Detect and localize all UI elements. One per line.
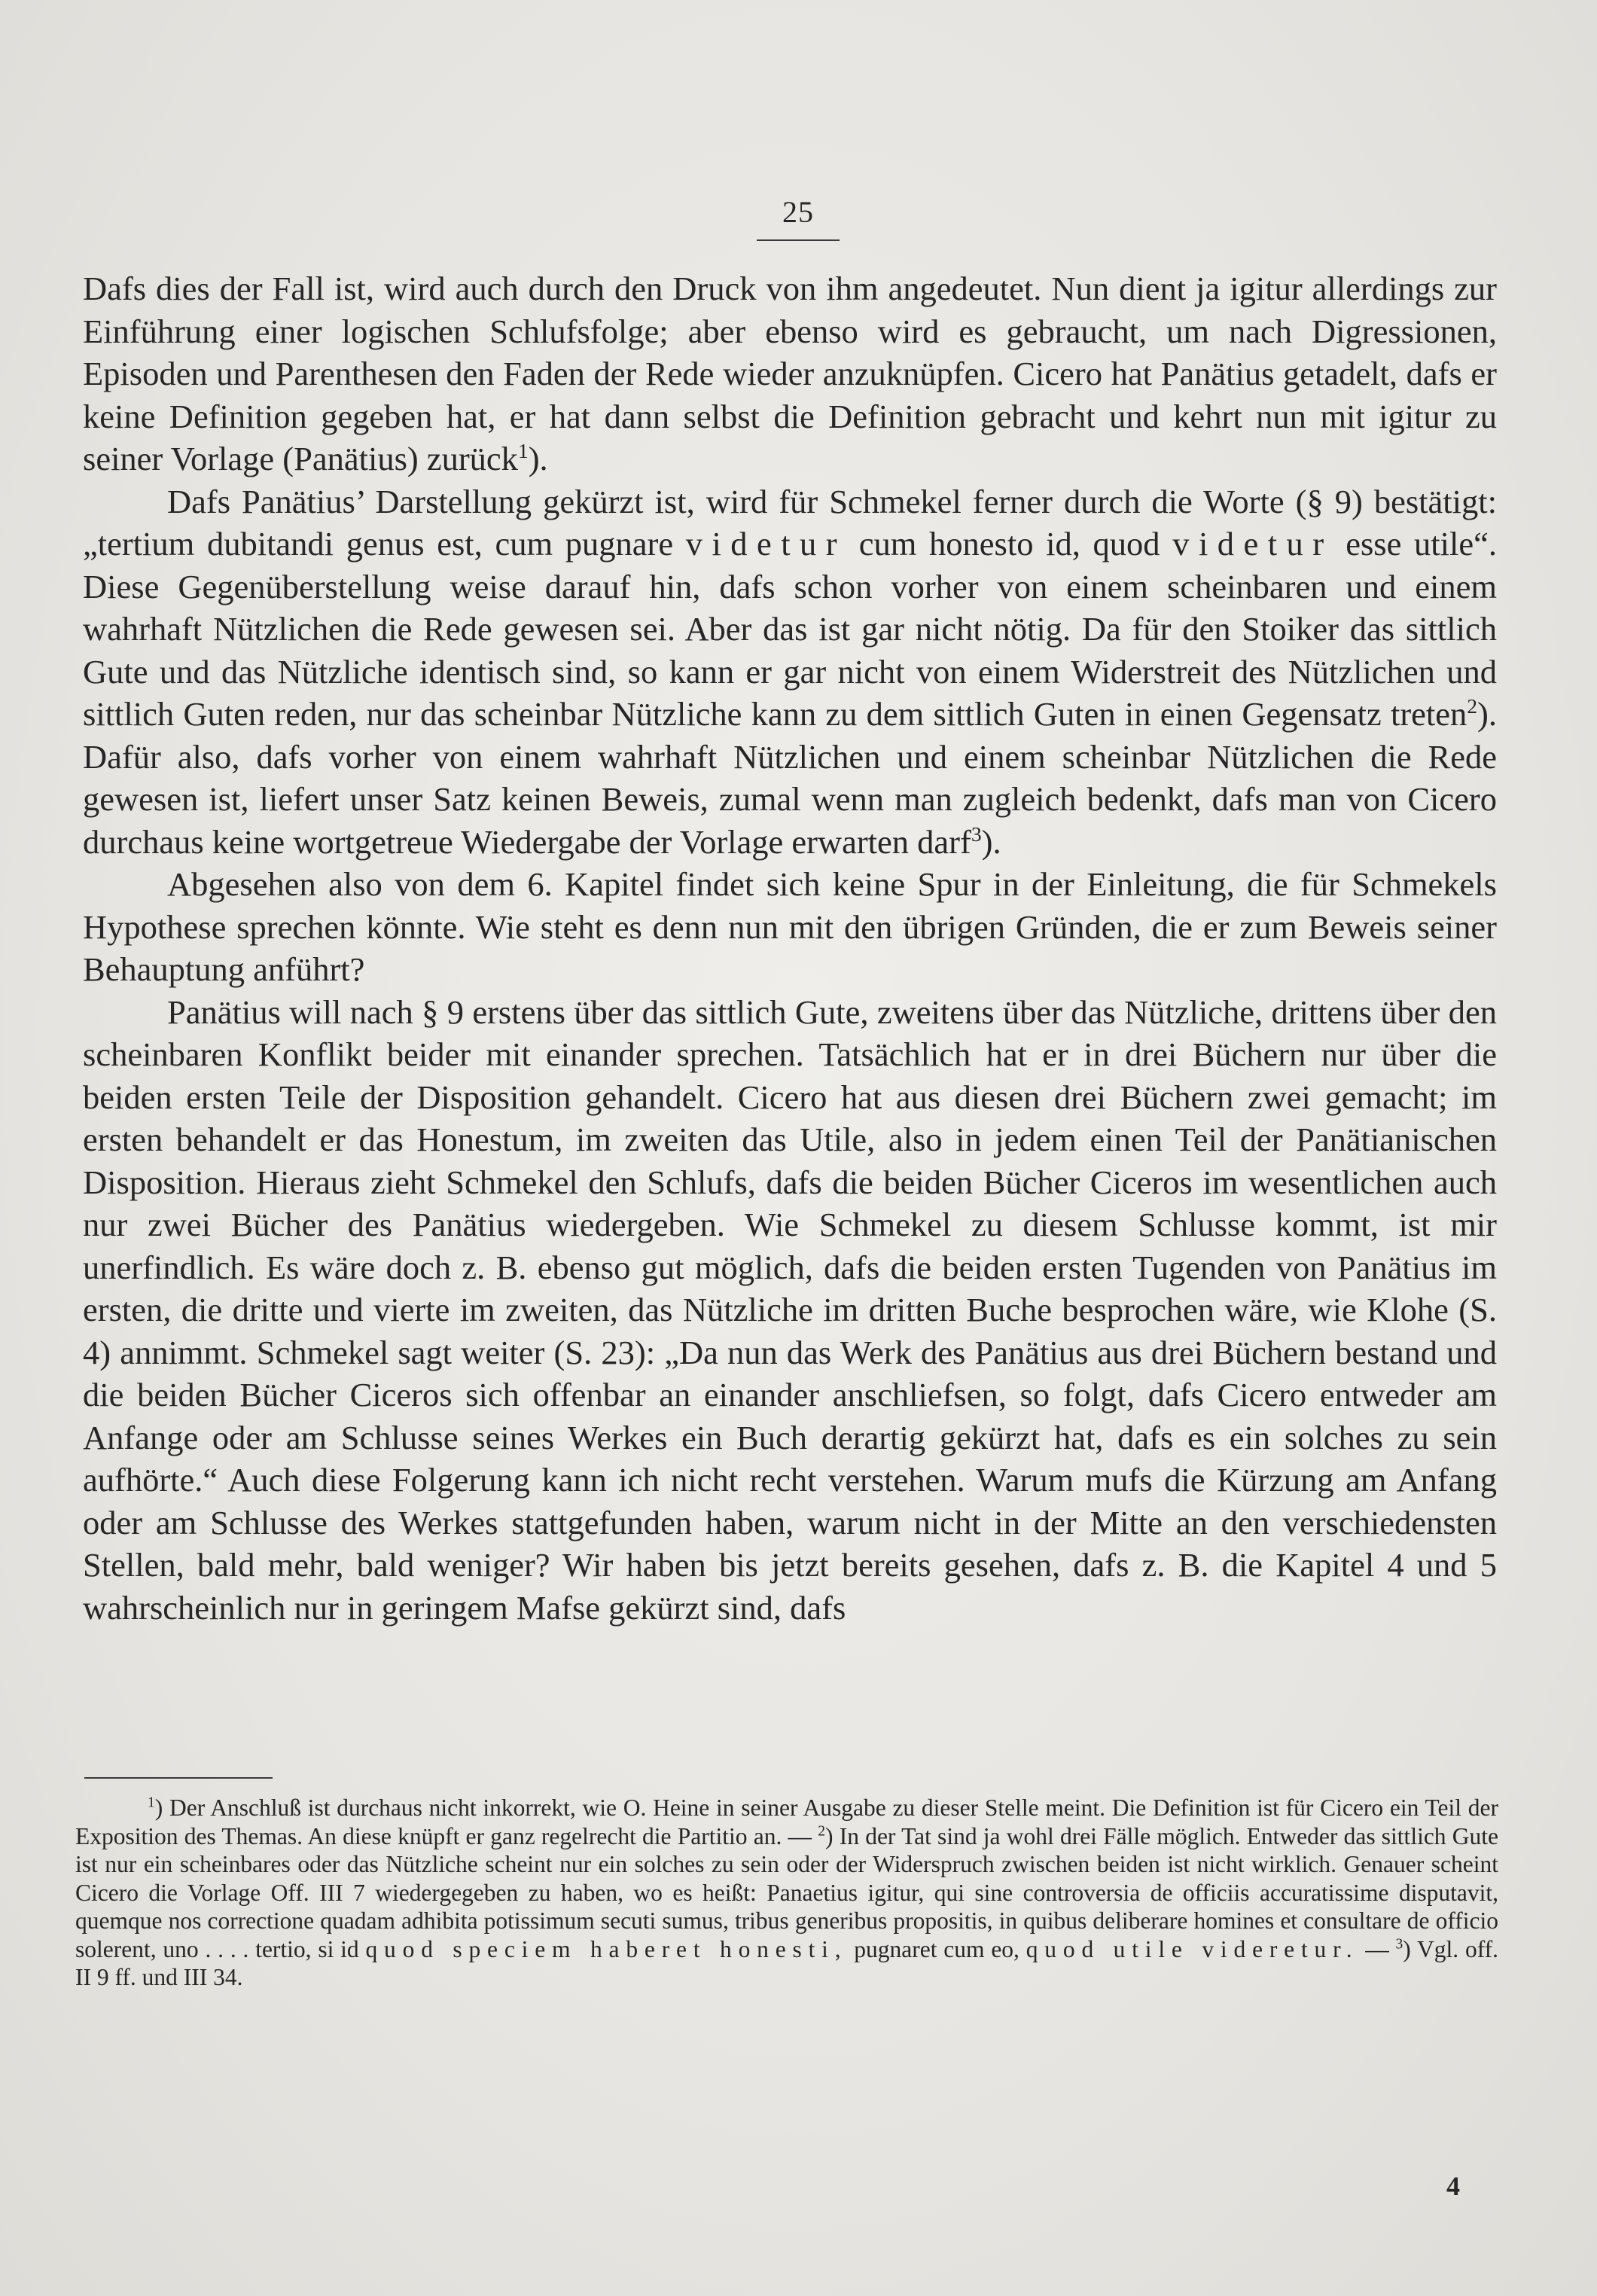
footnote-marker-1: 1 — [148, 1794, 155, 1811]
text-run: Panätius will nach § 9 erstens über das sittlich Gute, zweitens über das Nützliche, drittens über den scheinbaren Konflikt beider mit einander sprechen. Tatsächlich hat er in drei Büchern nur über die beiden ersten Teile der Disposition gehandelt. Cicero hat aus diesen drei Büchern zwei gemacht; im ersten behandelt er das Honestum, im zweiten das Utile, also in jedem einen Teil der Panätianischen Disposition. Hieraus zieht Schmekel den Schlufs, dafs die beiden Bücher Ciceros im wesentlichen auch nur zwei Bücher des Panätius wiedergeben. Wie Schmekel zu diesem Schlusse kommt, ist mir unerfindlich. Es wäre doch z. B. ebenso gut möglich, dafs die beiden ersten Tugenden von Panätius im ersten, die dritte und vierte im zweiten, das Nützliche im dritten Buche besprochen wäre, wie Klohe (S. 4) annimmt. Schmekel sagt weiter (S. 23): „Da nun das Werk des Panätius aus drei Büchern bestand und die beiden Bücher Ciceros sich offenbar an einander anschliefsen, so folgt, dafs Cicero entweder am Anfange oder am Schlusse seines Werkes ein Buch derartig gekürzt hat, dafs es ein solches zu sein aufhörte.“ Auch diese Folgerung kann ich nicht recht verstehen. Warum mufs die Kürzung am Anfang oder am Schlusse des Werkes stattgefunden haben, warum nicht in der Mitte an den verschiedensten Stellen, bald mehr, bald weniger? Wir haben bis jetzt bereits gesehen, dafs z. B. die Kapitel 4 und 5 wahrscheinlich nur in geringem Mafse gekürzt sind, dafs — [83, 992, 1497, 1627]
body-text — [83, 267, 1497, 1629]
text-run: cum honesto id, quod — [846, 525, 1173, 563]
spaced-text: quod utile videretur. — [1026, 1935, 1359, 1962]
paragraph-2 — [83, 480, 1497, 864]
page-number-rule — [757, 239, 840, 241]
footnote-text: ) In der Tat sind ja wohl drei Fälle möglich. Entweder das sittlich Gute ist nur ein scheinbares oder das Nützliche scheint nur ein solches zu sein oder der Widerspruch zwischen beiden ist nicht wirklich. Genauer scheint Cicero die Vorlage Off. III 7 wiedergegeben zu haben, wo es heißt: Panaetius igitur, qui sine controversia de officiis accuratissime disputavit, quemque nos correctione quadam adhibita potissimum secuti sumus, tribus generibus propositis, in quibus deliberare homines et consultare de officio solerent, uno . . . . tertio, si id — [75, 1822, 1498, 1962]
footnote-text: ) Der Anschluß ist durchaus nicht inkorrekt, wie O. Heine in seiner Ausgabe zu dieser Stelle meint. Die Definition ist für Cicero ein Teil der Exposition des Themas. An diese knüpft er ganz regelrecht die Partitio an. — — [75, 1794, 1498, 1849]
footnote-ref-3: 3 — [971, 822, 982, 846]
spaced-text: quod speciem haberet honesti, — [365, 1935, 848, 1962]
text-run: Dafs Panätius’ Darstellung gekürzt ist, wird für Schmekel ferner durch die Worte (§ 9) bestätigt: „tertium dubitandi genus est, cum pugnare — [83, 482, 1497, 563]
page-number: 25 — [782, 195, 814, 229]
text-run: ). — [981, 822, 1001, 861]
footnote-ref-1: 1 — [517, 439, 529, 463]
paragraph-4 — [83, 991, 1497, 1630]
text-run: ). Dafür also, dafs vorher von einem wahrhaft Nützlichen und einem scheinbar Nützlichen die Rede gewesen ist, liefert unser Satz keinen Beweis, zumal wenn man zugleich bedenkt, dafs man von Cicero durchaus keine wortgetreue Wiedergabe der Vorlage erwarten darf — [83, 695, 1497, 861]
footnote-text: ) Vgl. off. II 9 ff. und III 34. — [75, 1935, 1498, 1990]
footnote-marker-2: 2 — [818, 1823, 826, 1839]
footnote-ref-2: 2 — [1467, 694, 1478, 718]
text-run: Dafs dies der Fall ist, wird auch durch den Druck von ihm angedeutet. Nun dient ja igitur allerdings zur Einführung einer logischen Schlufsfolge; aber ebenso wird es gebraucht, um nach Digressionen, Episoden und Parenthesen den Faden der Rede wieder anzuknüpfen. Cicero hat Panätius getadelt, dafs er keine Definition gegeben hat, er hat dann selbst die Definition gebracht und kehrt nun mit igitur zu seiner Vorlage (Panätius) zurück — [83, 270, 1497, 477]
text-run: Abgesehen also von dem 6. Kapitel findet sich keine Spur in der Einleitung, die für Schmekels Hypothese sprechen könnte. Wie steht es denn nun mit den übrigen Gründen, die er zum Beweis seiner Behauptung anführt? — [83, 865, 1497, 988]
footnote-block — [75, 1794, 1498, 1992]
paragraph-3 — [83, 863, 1497, 991]
spaced-text: videtur — [1172, 525, 1333, 563]
text-run: esse utile“. Diese Gegenüberstellung weise darauf hin, dafs schon vorher von einem scheinbaren und einem wahrhaft Nützlichen die Rede gewesen sei. Aber das ist gar nicht nötig. Da für den Stoiker das sittlich Gute und das Nützliche identisch sind, so kann er gar nicht von einem Widerstreit des Nützlichen und sittlich Guten reden, nur das scheinbar Nützliche kann zu dem sittlich Guten in einen Gegensatz treten — [83, 525, 1497, 733]
signature-mark: 4 — [1446, 2171, 1460, 2201]
spaced-text: videtur — [685, 525, 847, 563]
text-run: ). — [528, 440, 548, 477]
footnote-text: pugnaret cum eo, — [847, 1935, 1026, 1962]
paragraph-1 — [83, 267, 1497, 480]
footnote-marker-3: 3 — [1395, 1936, 1403, 1952]
footnote-text: — — [1358, 1935, 1396, 1962]
footnotes — [75, 1794, 1498, 1992]
footnote-rule — [84, 1777, 273, 1779]
